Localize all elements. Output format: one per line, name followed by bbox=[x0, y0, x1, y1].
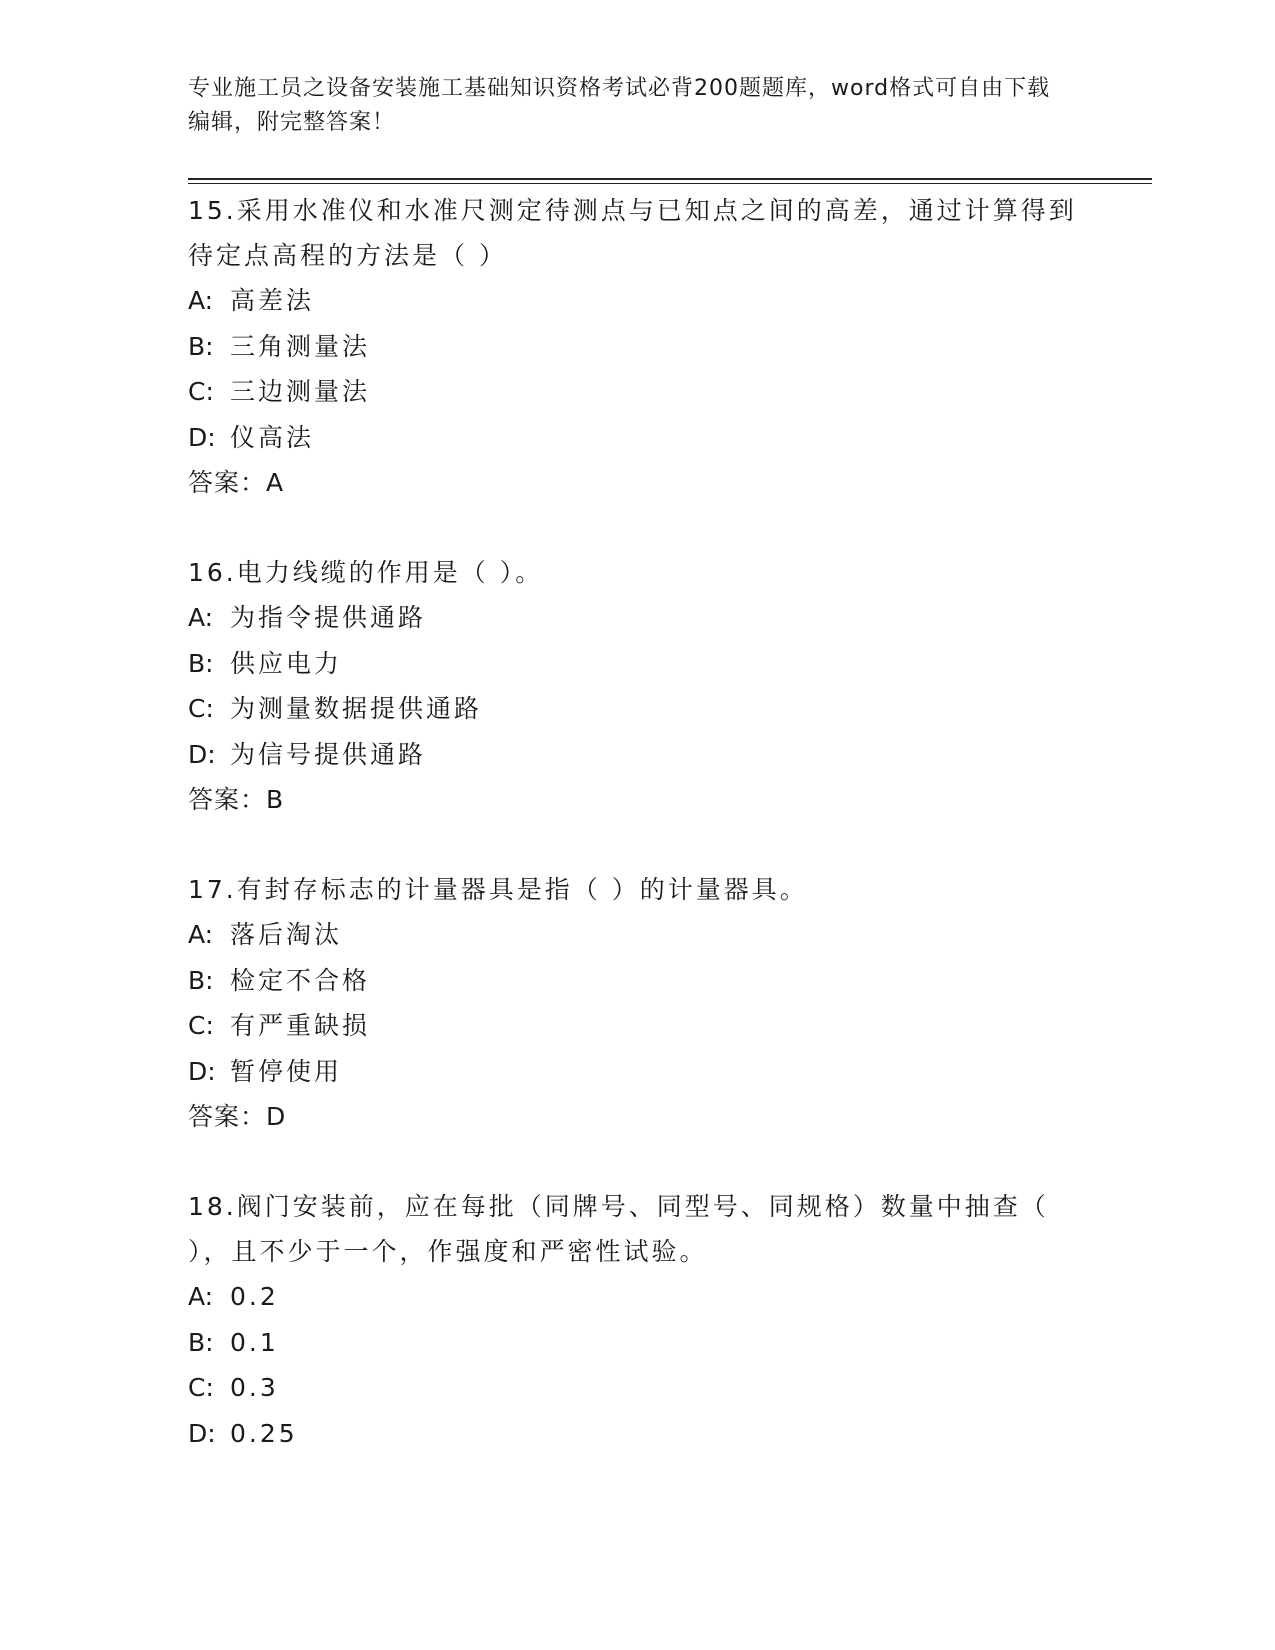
option-letter: C: bbox=[188, 1373, 214, 1402]
option-letter: B: bbox=[188, 1327, 214, 1357]
option-text: 检定不合格 bbox=[230, 965, 371, 995]
option-text: 0.2 bbox=[230, 1282, 279, 1311]
option-letter: D: bbox=[188, 422, 216, 452]
option-letter: C: bbox=[188, 1011, 214, 1040]
option-letter: C: bbox=[188, 694, 214, 723]
option-d bbox=[188, 415, 1088, 461]
question-text: 17.有封存标志的计量器具是指（ ）的计量器具。 bbox=[188, 875, 808, 904]
option-c bbox=[188, 369, 1088, 415]
question-text: 15.采用水准仪和水准尺测定待测点与已知点之间的高差，通过计算得到待定点高程的方法是（ ） bbox=[188, 196, 1077, 270]
question-18 bbox=[188, 1184, 1088, 1456]
question-list bbox=[188, 188, 1088, 1501]
document-header: 专业施工员之设备安装施工基础知识资格考试必背200题题库，word格式可自由下载编辑，附完整答案！ bbox=[188, 76, 1051, 135]
option-text: 0.3 bbox=[230, 1373, 279, 1402]
answer: 答案：D bbox=[188, 1102, 287, 1131]
option-text: 0.1 bbox=[230, 1327, 279, 1357]
option-letter: C: bbox=[188, 377, 214, 406]
option-a bbox=[188, 278, 1088, 324]
option-text: 三边测量法 bbox=[230, 377, 371, 406]
option-letter: A: bbox=[188, 286, 214, 315]
option-letter: A: bbox=[188, 603, 214, 632]
option-b bbox=[188, 1320, 1088, 1366]
option-a bbox=[188, 912, 1088, 958]
option-text: 有严重缺损 bbox=[230, 1011, 371, 1040]
option-b bbox=[188, 958, 1088, 1004]
option-c bbox=[188, 1365, 1088, 1411]
header-divider-thick bbox=[188, 178, 1152, 180]
option-text: 为指令提供通路 bbox=[230, 603, 427, 632]
option-a bbox=[188, 595, 1088, 641]
option-letter: D: bbox=[188, 739, 216, 769]
header-divider-thin bbox=[188, 183, 1152, 184]
option-b bbox=[188, 641, 1088, 687]
question-text: 18.阀门安装前，应在每批（同牌号、同型号、同规格）数量中抽查（ ），且不少于一个，作强度和严密性试验。 bbox=[188, 1192, 1049, 1266]
option-letter: B: bbox=[188, 331, 214, 361]
option-text: 落后淘汰 bbox=[230, 920, 343, 949]
option-text: 三角测量法 bbox=[230, 331, 371, 361]
option-text: 高差法 bbox=[230, 286, 315, 315]
option-letter: B: bbox=[188, 648, 214, 678]
question-text: 16.电力线缆的作用是（ ）。 bbox=[188, 558, 544, 587]
answer: 答案：B bbox=[188, 785, 285, 814]
option-text: 为信号提供通路 bbox=[230, 739, 427, 769]
option-d bbox=[188, 732, 1088, 778]
option-b bbox=[188, 324, 1088, 370]
question-16 bbox=[188, 550, 1088, 822]
answer: 答案：A bbox=[188, 468, 285, 497]
option-text: 仪高法 bbox=[230, 422, 315, 452]
option-text: 为测量数据提供通路 bbox=[230, 694, 483, 723]
option-text: 0.25 bbox=[230, 1418, 298, 1448]
option-d bbox=[188, 1411, 1088, 1457]
question-15 bbox=[188, 188, 1088, 505]
option-letter: A: bbox=[188, 1282, 214, 1311]
option-c bbox=[188, 686, 1088, 732]
option-letter: A: bbox=[188, 920, 214, 949]
option-text: 供应电力 bbox=[230, 648, 343, 678]
option-letter: D: bbox=[188, 1056, 216, 1086]
option-d bbox=[188, 1049, 1088, 1095]
option-text: 暂停使用 bbox=[230, 1056, 343, 1086]
question-17 bbox=[188, 867, 1088, 1139]
option-letter: D: bbox=[188, 1418, 216, 1448]
option-c bbox=[188, 1003, 1088, 1049]
option-a bbox=[188, 1274, 1088, 1320]
option-letter: B: bbox=[188, 965, 214, 995]
